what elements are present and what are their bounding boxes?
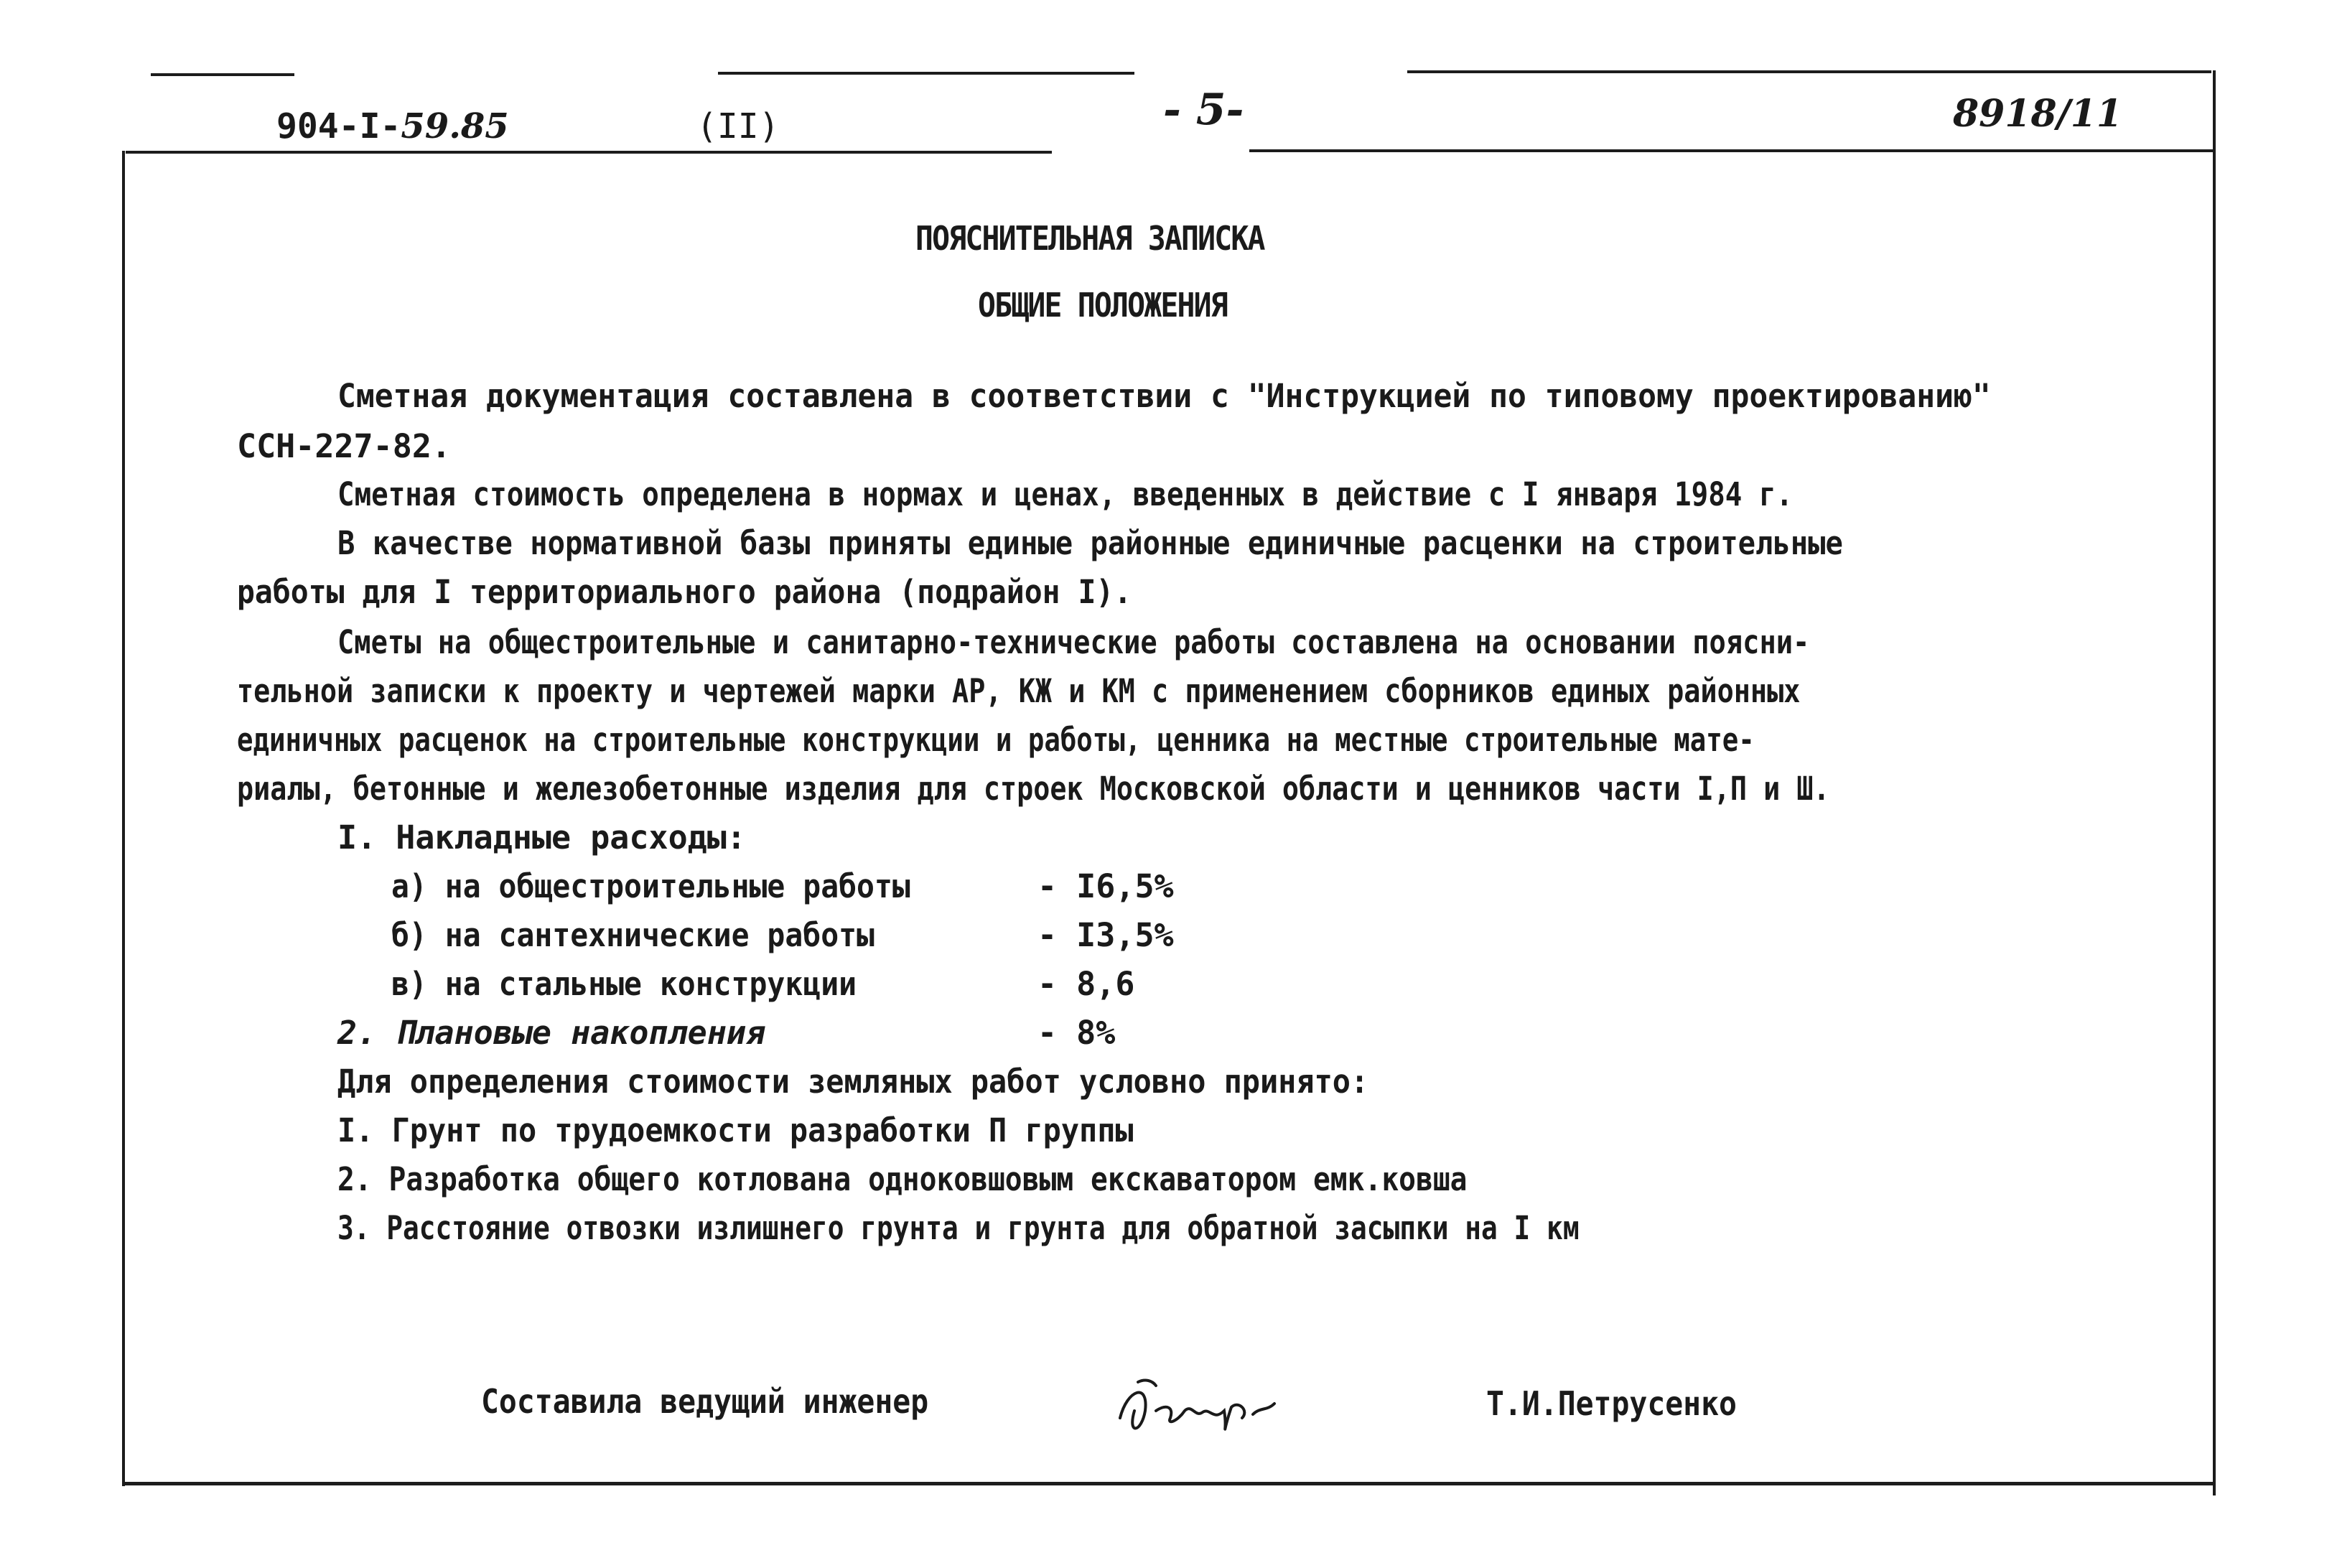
top-rule-middle: [718, 72, 1134, 75]
frame-right-border: [2213, 70, 2216, 1495]
handwritten-signature: [1106, 1368, 1307, 1457]
header-underline-right: [1249, 149, 2215, 152]
section-subtitle: ОБЩИЕ ПОЛОЖЕНИЯ: [978, 286, 1227, 325]
doc-code: [276, 106, 509, 146]
page-title: ПОЯСНИТЕЛЬНАЯ ЗАПИСКА: [915, 219, 1264, 258]
inventory-number: 8918/11: [1953, 92, 2123, 136]
overhead-item-label: б) на сантехнические работы: [391, 916, 874, 954]
overhead-item-label: а) на общестроительные работы: [391, 867, 910, 905]
earthworks-item: 3. Расстояние отвозки излишнего грунта и грунта для обратной засыпки на I км: [337, 1209, 1580, 1247]
overhead-item-value: - I3,5%: [1037, 916, 1174, 954]
earthworks-item: I. Грунт по трудоемкости разработки П группы: [337, 1111, 1134, 1149]
overhead-item-label: в) на стальные конструкции: [391, 965, 857, 1003]
overhead-item-value: - I6,5%: [1037, 867, 1174, 905]
part-number: (II): [696, 106, 780, 146]
doc-code-handwritten: 59.85: [401, 106, 509, 146]
overhead-item-value: - 8,6: [1037, 965, 1135, 1003]
signer-name: Т.И.Петрусенко: [1486, 1384, 1737, 1423]
paragraph-line: риалы, бетонные и железобетонные изделия для строек Московской области и ценников части I,П и Ш.: [237, 770, 1830, 808]
frame-bottom-border: [122, 1482, 2216, 1485]
paragraph-line: единичных расценок на строительные конструкции и работы, ценника на местные строительные мате-: [237, 721, 1755, 759]
signer-role: Составила ведущий инженер: [481, 1382, 929, 1421]
paragraph-line: ССН-227-82.: [237, 427, 452, 465]
signature-scribble: [1106, 1368, 1307, 1447]
paragraph-line: Сметная стоимость определена в нормах и ценах, введенных в действие с I января 1984 г.: [337, 475, 1794, 513]
paragraph-line: В качестве нормативной базы приняты единые районные единичные расценки на строительные: [337, 524, 1843, 562]
earthworks-item: 2. Разработка общего котлована одноковшовым екскаватором емк.ковша: [337, 1160, 1468, 1198]
top-rule-right: [1407, 70, 2211, 73]
paragraph-line: работы для I территориального района (подрайон I).: [237, 573, 1132, 611]
page-number: - 5-: [1163, 85, 1244, 135]
top-rule-left: [151, 73, 294, 76]
header-underline-left: [126, 151, 1052, 154]
paragraph-line: тельной записки к проекту и чертежей марки АР, КЖ и КМ с применением сборников единых районных: [237, 672, 1801, 710]
frame-left-border: [122, 151, 125, 1486]
overheads-heading: I. Накладные расходы:: [337, 818, 746, 857]
paragraph-line: Сметная документация составлена в соответствии с "Инструкцией по типовому проектированию": [337, 377, 1991, 415]
planned-savings-value: - 8%: [1037, 1014, 1116, 1052]
paragraph-line: Сметы на общестроительные и санитарно-технические работы составлена на основании поясни-: [337, 623, 1810, 661]
earthworks-intro: Для определения стоимости земляных работ условно принято:: [337, 1063, 1369, 1101]
planned-savings-label: 2. Плановые накопления: [337, 1014, 766, 1052]
doc-code-prefix: 904-I-: [276, 106, 401, 146]
